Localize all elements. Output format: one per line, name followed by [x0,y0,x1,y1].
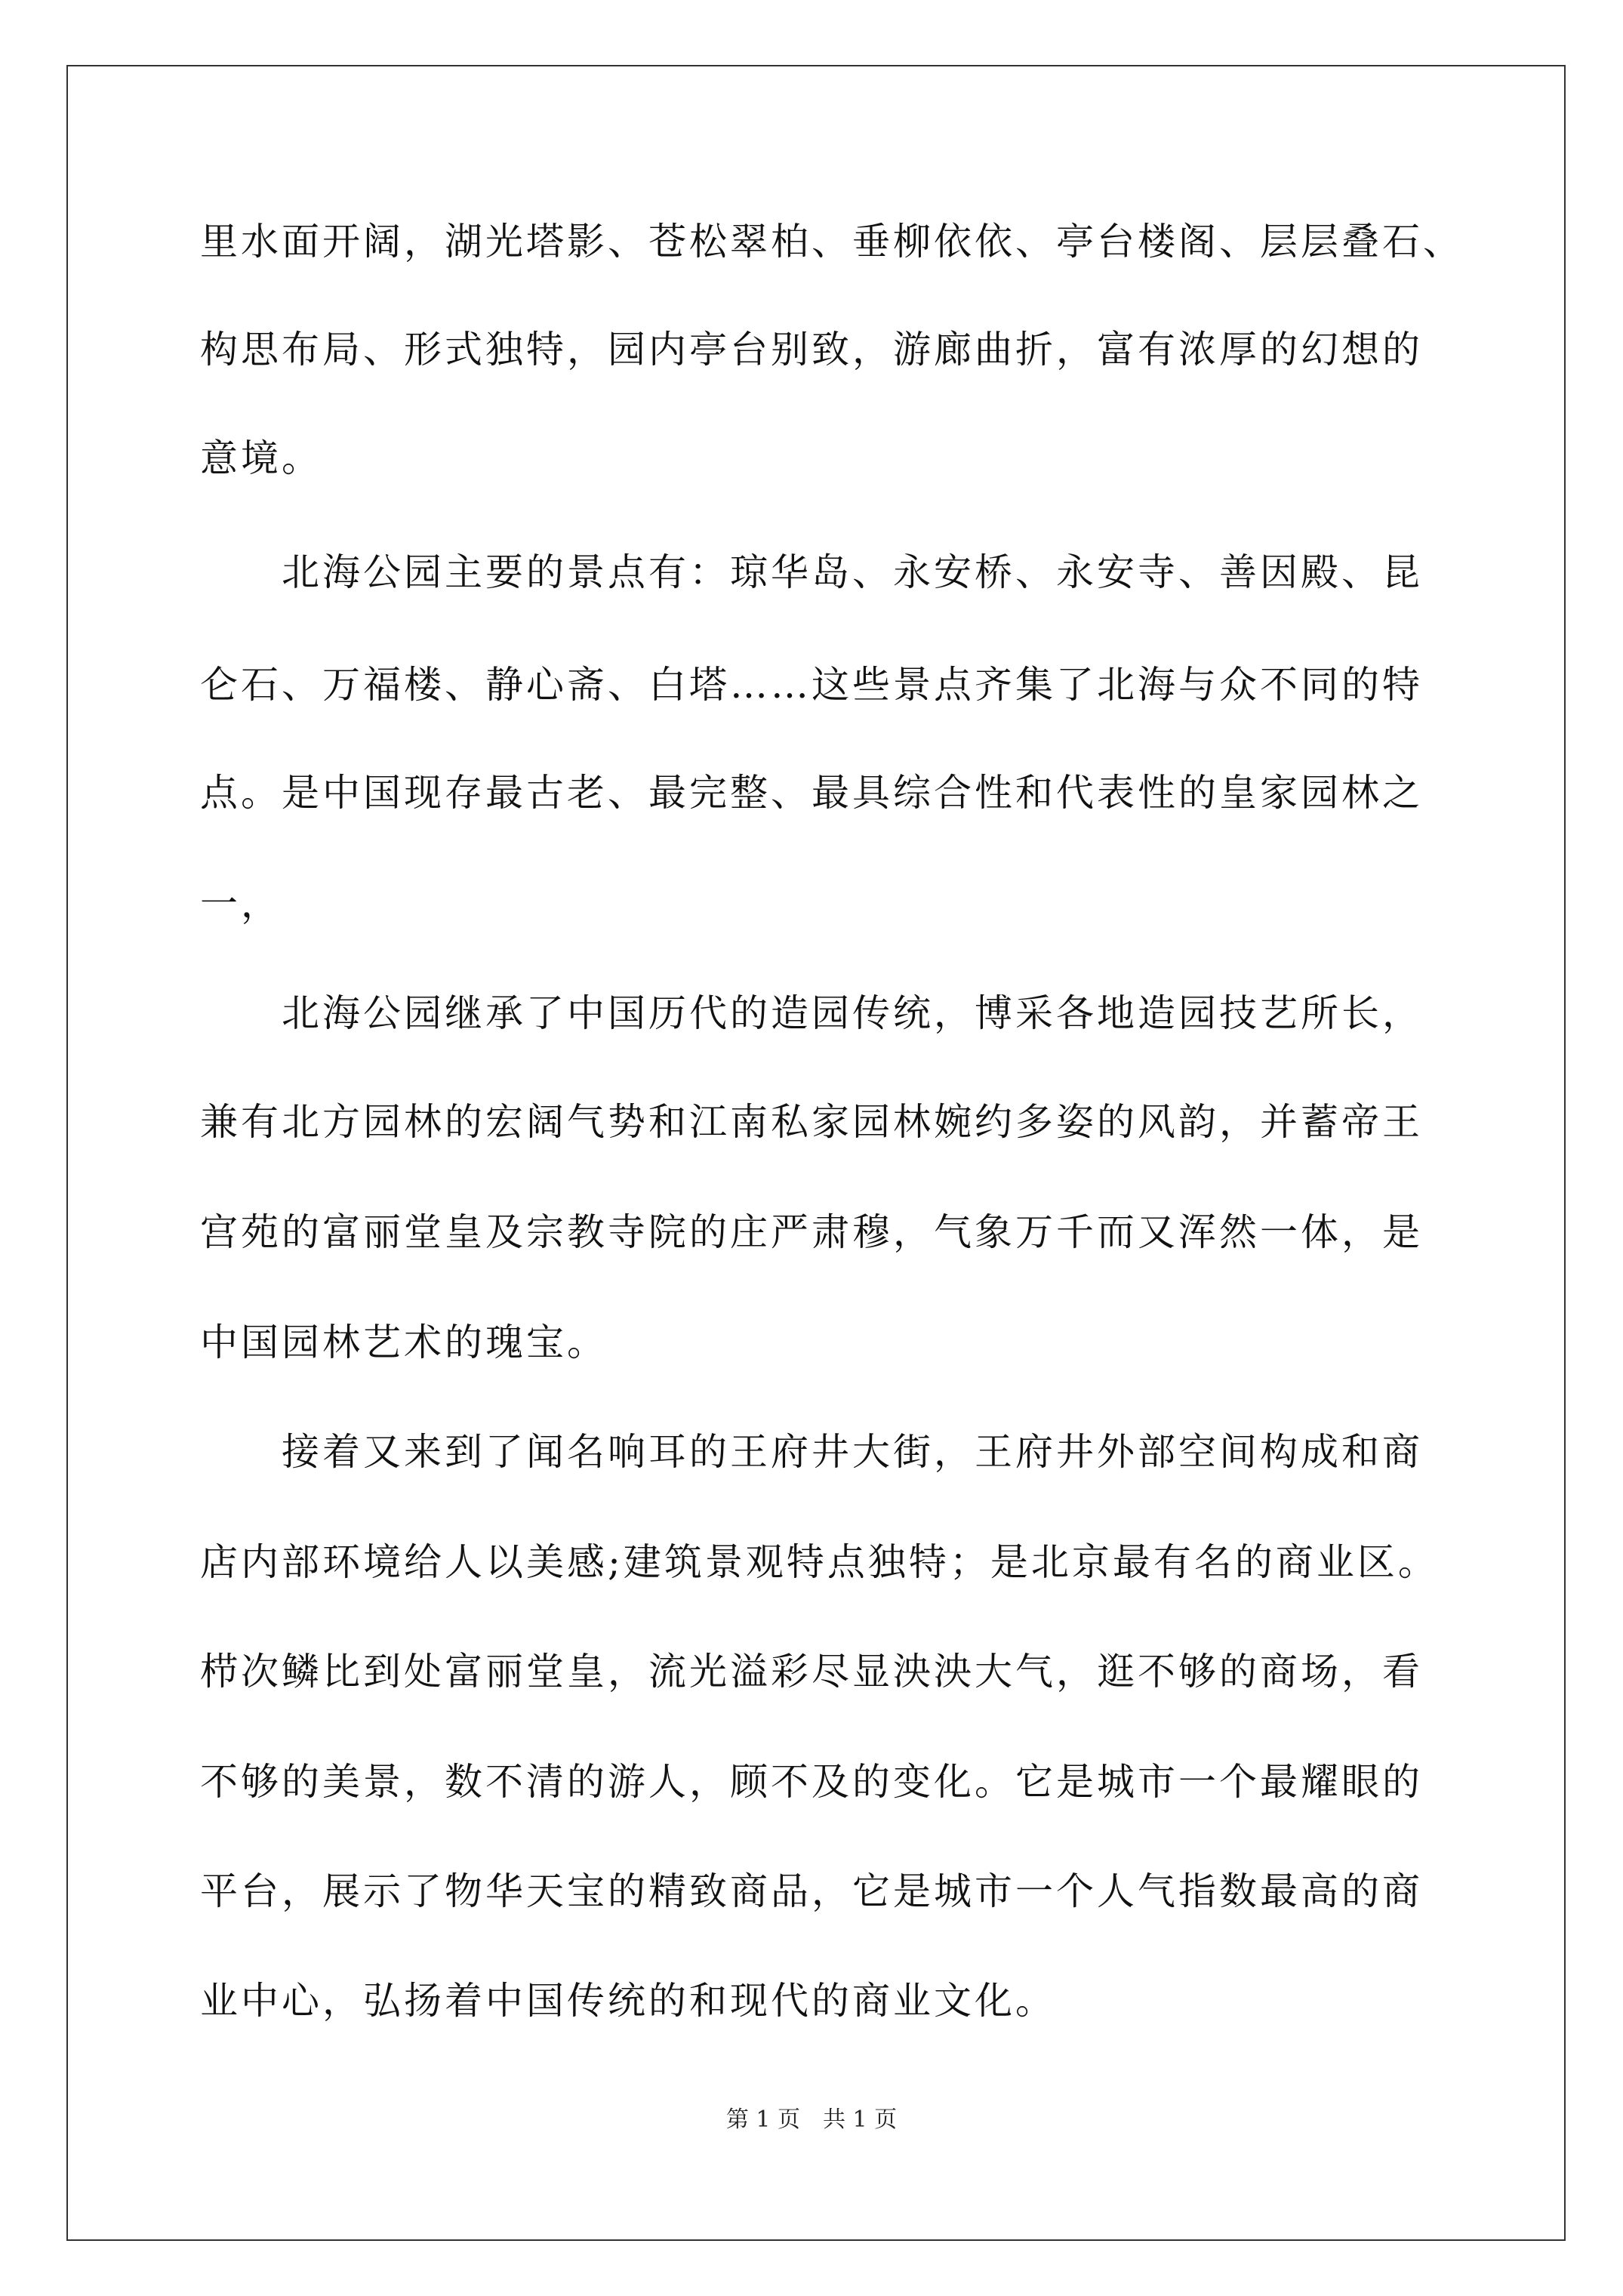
text-line: 点。是中国现存最古老、最完整、最具综合性和代表性的皇家园林之 [200,771,1423,815]
text-line: 里水面开阔，湖光塔影、苍松翠柏、垂柳依依、亭台楼阁、层层叠石、 [200,220,1464,264]
text-line: 兼有北方园林的宏阔气势和江南私家园林婉约多姿的风韵，并蓄帝王 [200,1100,1423,1144]
text-line: 宫苑的富丽堂皇及宗教寺院的庄严肃穆，气象万千而又浑然一体，是 [200,1210,1423,1254]
text-line: 北海公园主要的景点有：琼华岛、永安桥、永安寺、善因殿、昆 [200,550,1423,594]
text-line: 接着又来到了闻名响耳的王府井大街，王府井外部空间构成和商 [200,1430,1423,1474]
text-line: 平台，展示了物华天宝的精致商品，它是城市一个人气指数最高的商 [200,1869,1423,1913]
text-line: 不够的美景，数不清的游人，顾不及的变化。它是城市一个最耀眼的 [200,1760,1423,1804]
text-line: 构思布局、形式独特，园内亭台别致，游廊曲折，富有浓厚的幻想的 [200,328,1423,371]
text-line: 北海公园继承了中国历代的造园传统，博采各地造园技艺所长， [200,991,1423,1035]
text-line: 意境。 [200,436,322,480]
text-line: 一， [200,882,282,926]
text-line: 业中心，弘扬着中国传统的和现代的商业文化。 [200,1979,1056,2023]
text-line: 栉次鳞比到处富丽堂皇，流光溢彩尽显泱泱大气，逛不够的商场，看 [200,1650,1423,1693]
text-line: 店内部环境给人以美感;建筑景观特点独特；是北京最有名的商业区。 [200,1540,1439,1584]
page-footer: 第 1 页 共 1 页 [725,2106,898,2133]
text-line: 仑石、万福楼、静心斋、白塔……这些景点齐集了北海与众不同的特 [200,663,1423,707]
text-line: 中国园林艺术的瑰宝。 [200,1321,608,1364]
